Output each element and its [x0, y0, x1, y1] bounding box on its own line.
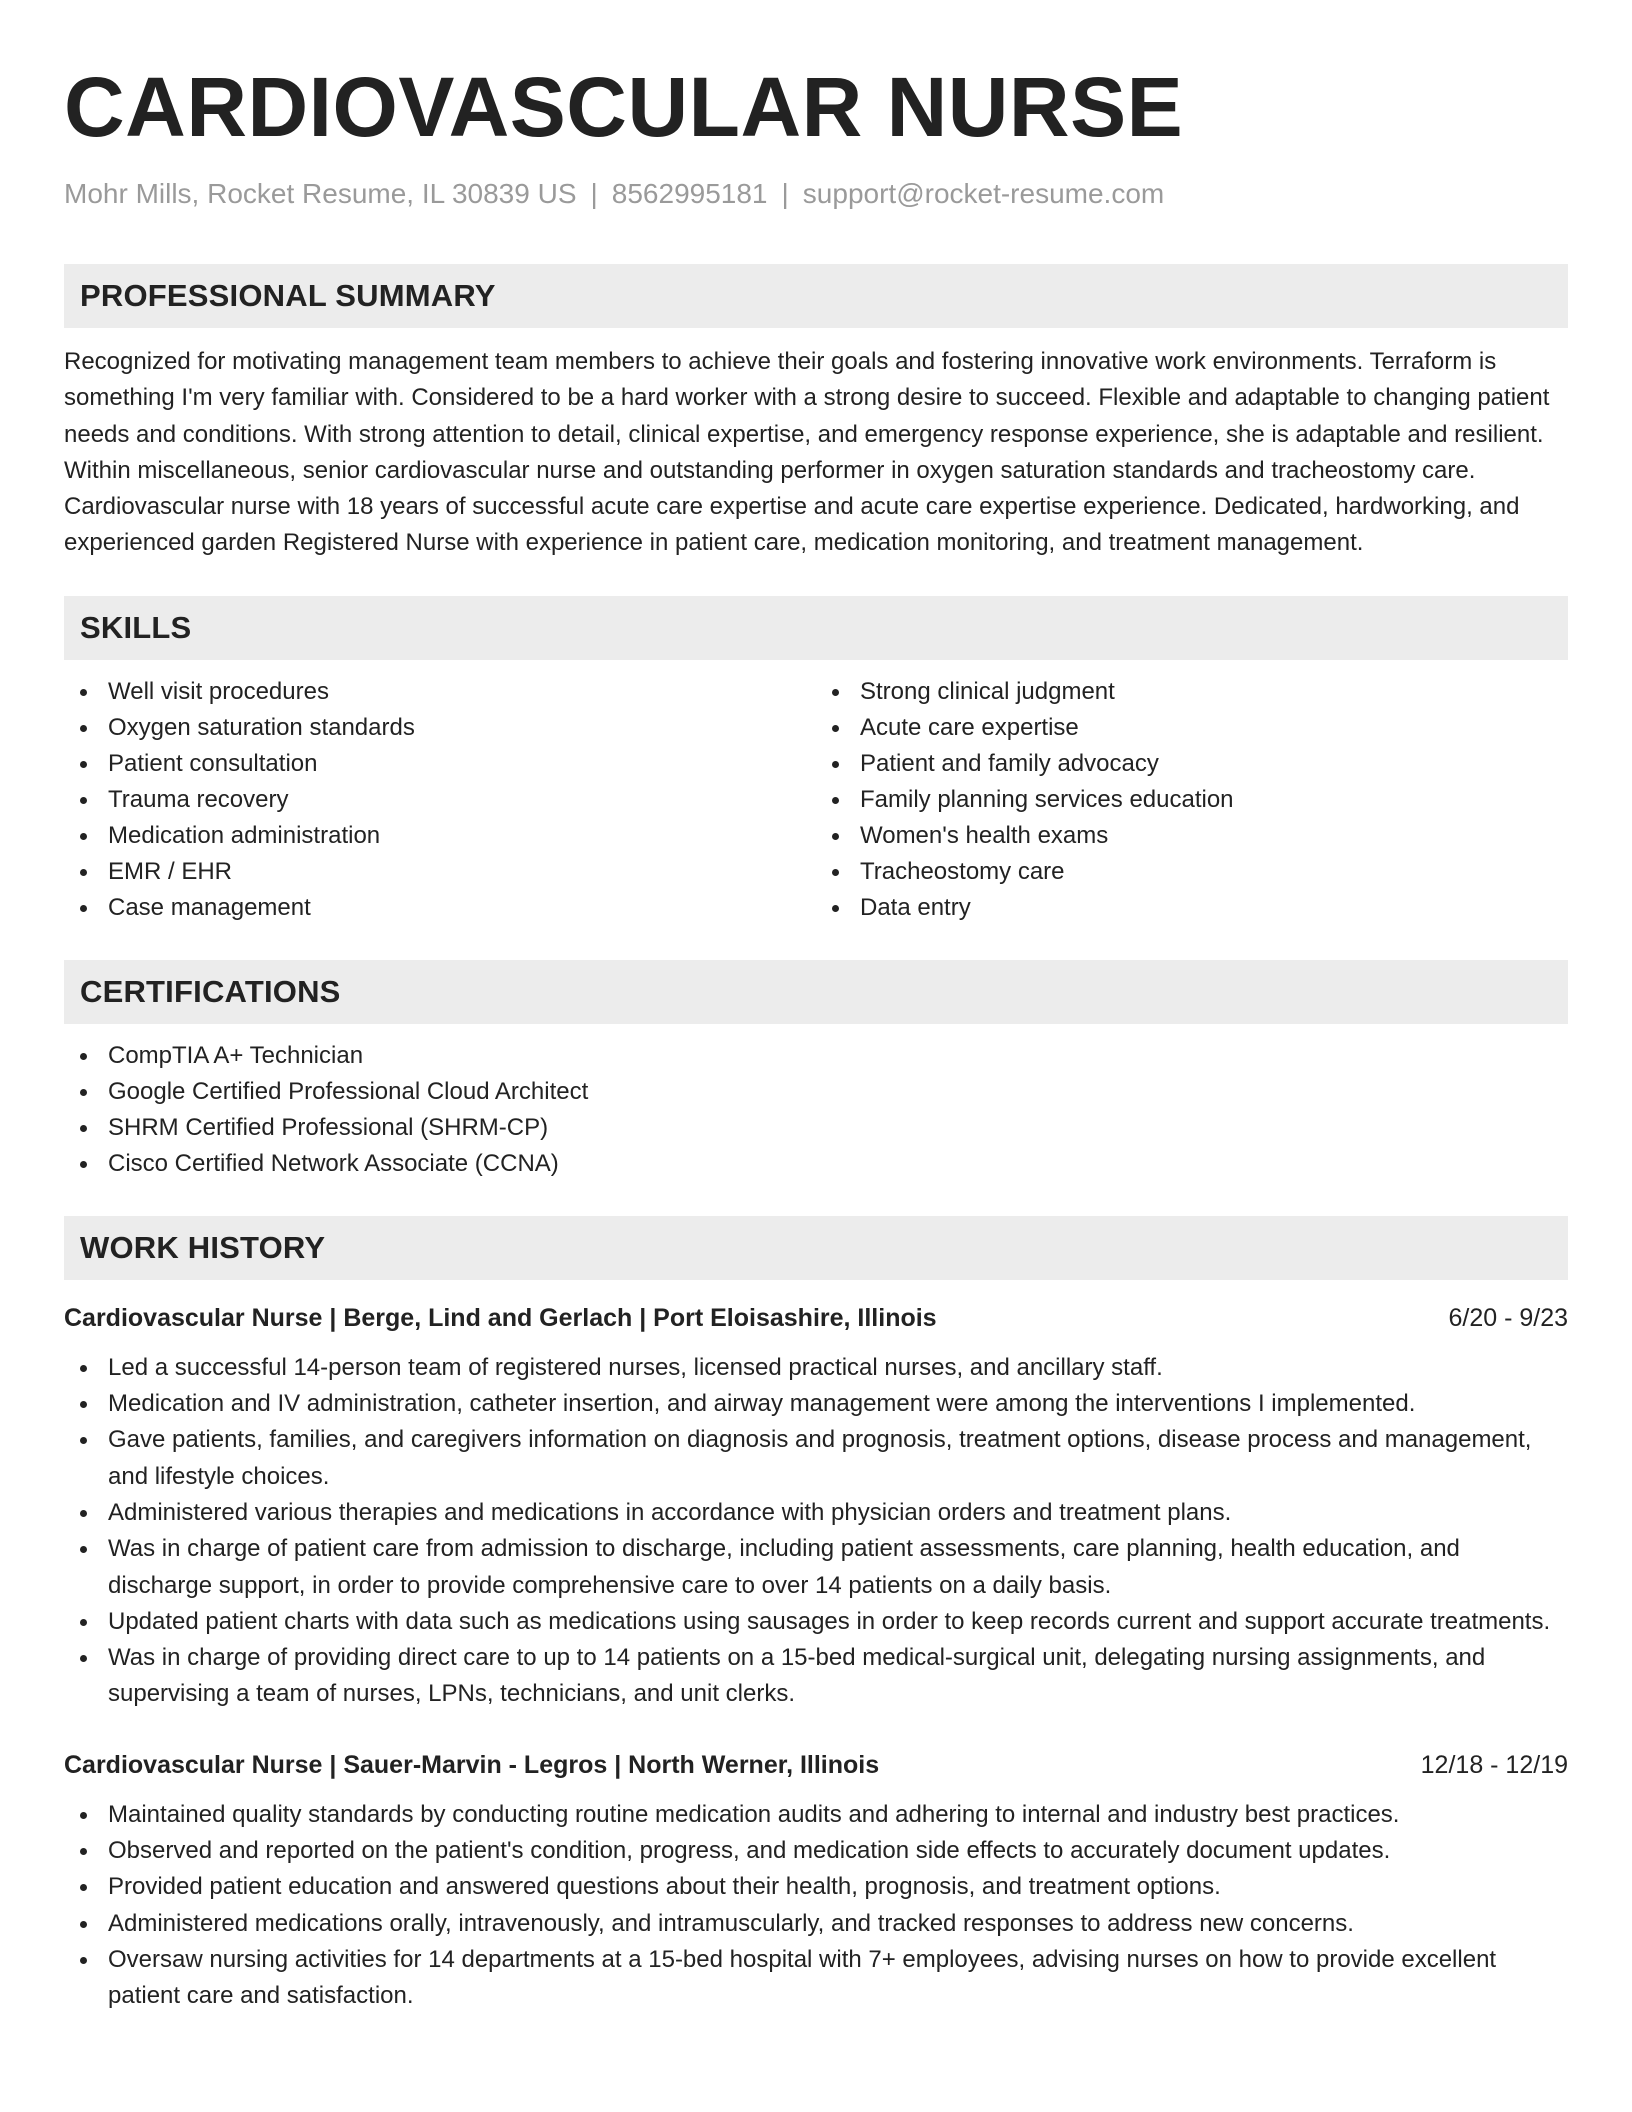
contact-line — [64, 174, 1568, 214]
list-item: Patient consultation — [64, 746, 816, 782]
separator: | — [781, 178, 789, 209]
separator: | — [590, 178, 598, 209]
job-dates: 6/20 - 9/23 — [1448, 1303, 1568, 1332]
email: support@rocket-resume.com — [802, 178, 1165, 209]
address: Mohr Mills, Rocket Resume, IL 30839 US — [64, 178, 577, 209]
list-item: Trauma recovery — [64, 782, 816, 818]
job-header — [64, 1300, 1568, 1336]
list-item: Led a successful 14-person team of registered nurses, licensed practical nurses, and ancillary staff. — [64, 1350, 1568, 1386]
section-heading-skills: SKILLS — [64, 596, 1568, 660]
job-bullets — [64, 1797, 1568, 2015]
section-heading-summary: PROFESSIONAL SUMMARY — [64, 264, 1568, 328]
list-item: Medication administration — [64, 818, 816, 854]
list-item: Family planning services education — [816, 782, 1568, 818]
list-item: Google Certified Professional Cloud Architect — [64, 1074, 1568, 1110]
list-item: Oversaw nursing activities for 14 departments at a 15-bed hospital with 7+ employees, advising nurses on how to provide excellent patient care and satisfaction. — [64, 1942, 1568, 2015]
list-item: Well visit procedures — [64, 674, 816, 710]
section-heading-work-history: WORK HISTORY — [64, 1216, 1568, 1280]
job-entry — [64, 1300, 1568, 1713]
job-dates: 12/18 - 12/19 — [1420, 1750, 1568, 1779]
list-item: Data entry — [816, 890, 1568, 926]
job-title: Cardiovascular Nurse | Berge, Lind and Gerlach | Port Eloisashire, Illinois — [64, 1303, 937, 1332]
list-item: Updated patient charts with data such as medications using sausages in order to keep records current and support accurate treatments. — [64, 1604, 1568, 1640]
list-item: Oxygen saturation standards — [64, 710, 816, 746]
page-title: CARDIOVASCULAR NURSE — [64, 60, 1184, 154]
summary-text: Recognized for motivating management team members to achieve their goals and fostering innovative work environments. Terraform is something I'm very familiar with. Considered to be a hard worker with a strong desire to succeed. Flexible and adaptable to changing patient needs and conditions. With strong attention to detail, clinical expertise, and emergency response experience, she is adaptable and resilient. Within miscellaneous, senior cardiovascular nurse and outstanding performer in oxygen saturation standards and tracheostomy care. Cardiovascular nurse with 18 years of successful acute care expertise and acute care expertise experience. Dedicated, hardworking, and experienced garden Registered Nurse with experience in patient care, medication monitoring, and treatment management. — [64, 348, 1550, 557]
job-header — [64, 1747, 1568, 1783]
list-item: EMR / EHR — [64, 854, 816, 890]
list-item: Tracheostomy care — [816, 854, 1568, 890]
skills-column-left — [64, 674, 816, 926]
list-item: Administered medications orally, intravenously, and intramuscularly, and tracked responses to address new concerns. — [64, 1906, 1568, 1942]
skills-column-right — [816, 674, 1568, 926]
list-item: Was in charge of patient care from admission to discharge, including patient assessments, care planning, health education, and discharge support, in order to provide comprehensive care to over 14 patients on a daily basis. — [64, 1531, 1568, 1604]
list-item: Case management — [64, 890, 816, 926]
skills-list — [64, 674, 1568, 926]
phone: 8562995181 — [611, 178, 768, 209]
section-heading-certifications: CERTIFICATIONS — [64, 960, 1568, 1024]
job-bullets — [64, 1350, 1568, 1713]
list-item: Medication and IV administration, catheter insertion, and airway management were among the interventions I implemented. — [64, 1386, 1568, 1422]
list-item: Gave patients, families, and caregivers information on diagnosis and prognosis, treatment options, disease process and management, and lifestyle choices. — [64, 1422, 1568, 1495]
list-item: Administered various therapies and medications in accordance with physician orders and treatment plans. — [64, 1495, 1568, 1531]
job-title: Cardiovascular Nurse | Sauer-Marvin - Legros | North Werner, Illinois — [64, 1750, 880, 1779]
list-item: Strong clinical judgment — [816, 674, 1568, 710]
list-item: Patient and family advocacy — [816, 746, 1568, 782]
list-item: Provided patient education and answered questions about their health, prognosis, and treatment options. — [64, 1869, 1568, 1905]
list-item: SHRM Certified Professional (SHRM-CP) — [64, 1110, 1568, 1146]
certifications-list — [64, 1038, 1568, 1182]
list-item: Maintained quality standards by conducting routine medication audits and adhering to internal and industry best practices. — [64, 1797, 1568, 1833]
list-item: Observed and reported on the patient's condition, progress, and medication side effects to accurately document updates. — [64, 1833, 1568, 1869]
list-item: Cisco Certified Network Associate (CCNA) — [64, 1146, 1568, 1182]
list-item: Was in charge of providing direct care to up to 14 patients on a 15-bed medical-surgical unit, delegating nursing assignments, and supervising a team of nurses, LPNs, technicians, and unit clerks. — [64, 1640, 1568, 1713]
job-entry — [64, 1747, 1568, 2015]
list-item: Women's health exams — [816, 818, 1568, 854]
list-item: CompTIA A+ Technician — [64, 1038, 1568, 1074]
list-item: Acute care expertise — [816, 710, 1568, 746]
